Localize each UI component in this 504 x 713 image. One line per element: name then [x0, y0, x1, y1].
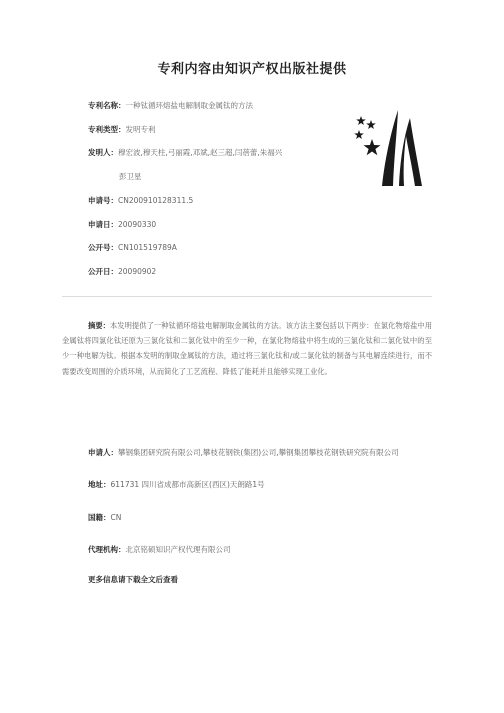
publication-number-row — [88, 243, 177, 253]
inventor-value-line2: 彭卫星 — [119, 172, 142, 181]
address-row — [88, 480, 265, 490]
logo-star-3 — [354, 130, 364, 139]
application-date-label: 申请日： — [88, 220, 118, 229]
download-more-info: 更多信息请下载全文后查看 — [88, 575, 178, 584]
section-divider — [62, 296, 432, 297]
country-label: 国籍： — [88, 513, 111, 522]
inventor-row-continued — [119, 172, 142, 182]
patent-type-value: 发明专利 — [125, 125, 156, 134]
agency-row — [88, 545, 231, 555]
patent-name-label: 专利名称： — [88, 101, 126, 110]
logo-swoosh-right — [399, 118, 422, 186]
country-value: CN — [110, 513, 122, 522]
page-title: 专利内容由知识产权出版社提供 — [157, 62, 347, 77]
address-label: 地址： — [88, 480, 111, 489]
patent-type-label: 专利类型： — [88, 125, 126, 134]
abstract-text: 本发明提供了一种钛循环熔盐电解制取金属钛的方法。该方法主要包括以下两步：在氯化物熔盐中用金属钛将四氯化钛还原为三氯化钛和二氯化钛中的至少一种，在氯化物熔盐中将生成的三氯化钛和二氯化钛中的至少一种电解为钛。根据本发明的制取金属钛的方法，通过将三氯化钛和/或二氯化钛的制备与其电解连续进行，而不需要改变周围的介质环境，从而简化了工艺流程、降低了能耗并且能够实现工业化。 — [62, 321, 433, 376]
logo-star-2 — [366, 120, 376, 129]
publication-date-row — [88, 267, 156, 277]
agency-value: 北京铭硕知识产权代理有限公司 — [125, 545, 231, 554]
logo-star-1 — [356, 116, 366, 125]
applicant-value: 攀钢集团研究院有限公司,攀枝花钢铁(集团)公司,攀钢集团攀枝花钢铁研究院有限公司 — [118, 448, 399, 457]
ip-office-logo-icon — [352, 108, 432, 188]
inventor-label: 发明人： — [88, 148, 118, 157]
country-row — [88, 513, 121, 523]
abstract — [62, 318, 432, 379]
patent-name-row — [88, 101, 253, 111]
address-value: 611731 四川省成都市高新区(西区)天朗路1号 — [110, 480, 265, 489]
application-date-row — [88, 220, 156, 230]
patent-name-value: 一种钛循环熔盐电解制取金属钛的方法 — [125, 101, 253, 110]
agency-label: 代理机构： — [88, 545, 126, 554]
inventor-value: 穆宏波,穆天柱,弓丽霞,邓斌,赵三超,闫蓓蕾,朱福兴 — [118, 148, 283, 157]
logo-swoosh-left — [382, 110, 398, 186]
application-number-row — [88, 196, 193, 206]
application-date-value: 20090330 — [118, 220, 157, 229]
applicant-label: 申请人： — [88, 448, 118, 457]
logo-star-4 — [364, 139, 381, 155]
inventor-row — [88, 148, 282, 158]
abstract-label: 摘要： — [88, 321, 110, 330]
publication-date-value: 20090902 — [118, 267, 157, 276]
publication-number-value: CN101519789A — [118, 243, 177, 252]
patent-type-row — [88, 125, 156, 135]
publication-number-label: 公开号： — [88, 243, 118, 252]
application-number-label: 申请号： — [88, 196, 118, 205]
application-number-value: CN200910128311.5 — [118, 196, 194, 205]
applicant-row — [88, 448, 399, 458]
publication-date-label: 公开日： — [88, 267, 118, 276]
